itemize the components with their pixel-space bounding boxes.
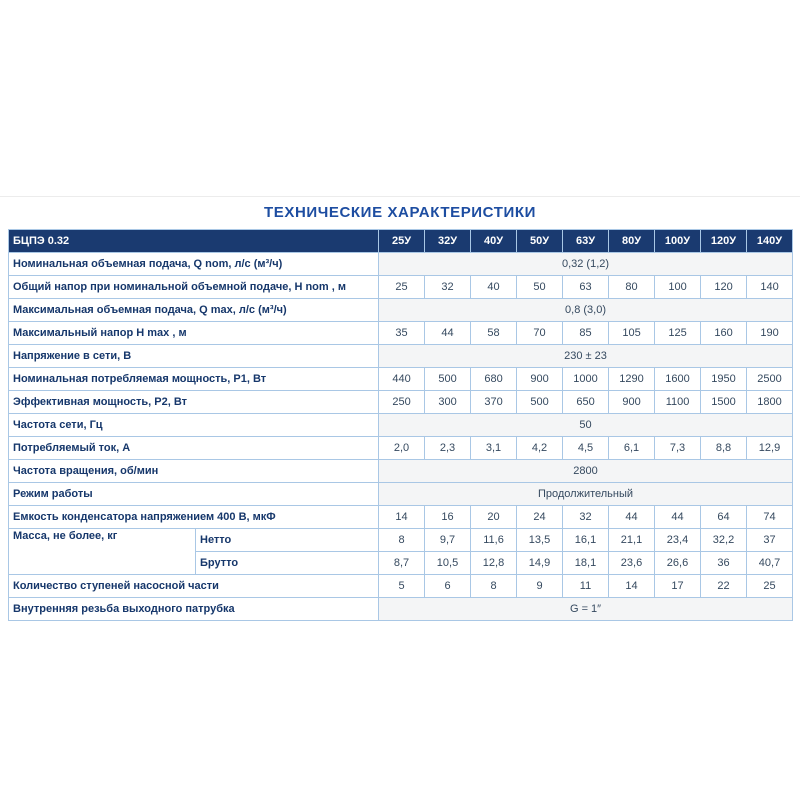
column-header: 140У [747, 230, 793, 253]
value-cell: 500 [517, 391, 563, 414]
value-cell: 32 [425, 276, 471, 299]
value-cell: 16,1 [563, 529, 609, 552]
value-cell: 250 [379, 391, 425, 414]
value-cell: 900 [609, 391, 655, 414]
value-cell: 440 [379, 368, 425, 391]
value-cell: 1100 [655, 391, 701, 414]
page-title: ТЕХНИЧЕСКИЕ ХАРАКТЕРИСТИКИ [263, 204, 537, 221]
table-row [9, 276, 793, 299]
table-row [9, 598, 793, 621]
value-cell: 22 [701, 575, 747, 598]
value-cell: 2,3 [425, 437, 471, 460]
value-cell: 190 [747, 322, 793, 345]
column-header: 120У [701, 230, 747, 253]
row-label: Внутренняя резьба выходного патрубка [9, 598, 379, 621]
row-label: Масса, не более, кг [9, 529, 196, 575]
value-cell: 7,3 [655, 437, 701, 460]
value-cell: 2,0 [379, 437, 425, 460]
table-row [9, 345, 793, 368]
value-cell: 8,8 [701, 437, 747, 460]
value-cell: 8 [471, 575, 517, 598]
value-cell: 650 [563, 391, 609, 414]
value-cell: 44 [655, 506, 701, 529]
value-cell: 6,1 [609, 437, 655, 460]
column-header: 32У [425, 230, 471, 253]
row-sublabel: Нетто [196, 529, 379, 552]
row-sublabel: Брутто [196, 552, 379, 575]
value-cell: 16 [425, 506, 471, 529]
table-row [9, 391, 793, 414]
value-cell: 680 [471, 368, 517, 391]
value-cell: 17 [655, 575, 701, 598]
value-cell: 3,1 [471, 437, 517, 460]
span-value-cell: 230 ± 23 [379, 345, 793, 368]
table-header-row [9, 230, 793, 253]
table-row [9, 437, 793, 460]
value-cell: 80 [609, 276, 655, 299]
value-cell: 1290 [609, 368, 655, 391]
column-header: 63У [563, 230, 609, 253]
value-cell: 12,9 [747, 437, 793, 460]
span-value-cell: 0,32 (1,2) [379, 253, 793, 276]
value-cell: 25 [379, 276, 425, 299]
span-value-cell: 0,8 (3,0) [379, 299, 793, 322]
value-cell: 2500 [747, 368, 793, 391]
value-cell: 1000 [563, 368, 609, 391]
value-cell: 44 [425, 322, 471, 345]
row-label: Максимальный напор H max , м [9, 322, 379, 345]
model-label: БЦПЭ 0.32 [9, 230, 379, 253]
value-cell: 40 [471, 276, 517, 299]
value-cell: 26,6 [655, 552, 701, 575]
value-cell: 12,8 [471, 552, 517, 575]
value-cell: 125 [655, 322, 701, 345]
value-cell: 8,7 [379, 552, 425, 575]
value-cell: 1950 [701, 368, 747, 391]
value-cell: 85 [563, 322, 609, 345]
row-label: Режим работы [9, 483, 379, 506]
value-cell: 1800 [747, 391, 793, 414]
value-cell: 64 [701, 506, 747, 529]
table-row [9, 529, 793, 552]
span-value-cell: G = 1″ [379, 598, 793, 621]
value-cell: 9,7 [425, 529, 471, 552]
row-label: Потребляемый ток, А [9, 437, 379, 460]
value-cell: 500 [425, 368, 471, 391]
specs-table-body [9, 253, 793, 621]
table-row [9, 575, 793, 598]
row-label: Емкость конденсатора напряжением 400 В, мкФ [9, 506, 379, 529]
table-row [9, 253, 793, 276]
row-label: Эффективная мощность, P2, Вт [9, 391, 379, 414]
specs-section [0, 196, 800, 621]
column-header: 100У [655, 230, 701, 253]
value-cell: 35 [379, 322, 425, 345]
row-label: Частота сети, Гц [9, 414, 379, 437]
value-cell: 50 [517, 276, 563, 299]
value-cell: 4,5 [563, 437, 609, 460]
value-cell: 14 [379, 506, 425, 529]
column-header: 25У [379, 230, 425, 253]
value-cell: 160 [701, 322, 747, 345]
column-header: 50У [517, 230, 563, 253]
value-cell: 70 [517, 322, 563, 345]
value-cell: 11 [563, 575, 609, 598]
value-cell: 10,5 [425, 552, 471, 575]
value-cell: 32,2 [701, 529, 747, 552]
table-row [9, 299, 793, 322]
value-cell: 5 [379, 575, 425, 598]
value-cell: 1500 [701, 391, 747, 414]
span-value-cell: Продолжительный [379, 483, 793, 506]
value-cell: 36 [701, 552, 747, 575]
value-cell: 20 [471, 506, 517, 529]
value-cell: 37 [747, 529, 793, 552]
table-row [9, 506, 793, 529]
specs-table [8, 229, 793, 621]
span-value-cell: 2800 [379, 460, 793, 483]
value-cell: 40,7 [747, 552, 793, 575]
value-cell: 11,6 [471, 529, 517, 552]
table-row [9, 414, 793, 437]
value-cell: 8 [379, 529, 425, 552]
column-header: 40У [471, 230, 517, 253]
value-cell: 63 [563, 276, 609, 299]
row-label: Номинальная объемная подача, Q nom, л/с (м³/ч) [9, 253, 379, 276]
row-label: Частота вращения, об/мин [9, 460, 379, 483]
row-label: Максимальная объемная подача, Q max, л/с (м³/ч) [9, 299, 379, 322]
value-cell: 14,9 [517, 552, 563, 575]
value-cell: 1600 [655, 368, 701, 391]
column-header: 80У [609, 230, 655, 253]
table-row [9, 483, 793, 506]
row-label: Напряжение в сети, В [9, 345, 379, 368]
table-row [9, 322, 793, 345]
value-cell: 120 [701, 276, 747, 299]
value-cell: 24 [517, 506, 563, 529]
value-cell: 44 [609, 506, 655, 529]
table-row [9, 460, 793, 483]
value-cell: 23,6 [609, 552, 655, 575]
value-cell: 370 [471, 391, 517, 414]
row-label: Номинальная потребляемая мощность, P1, Вт [9, 368, 379, 391]
value-cell: 6 [425, 575, 471, 598]
value-cell: 58 [471, 322, 517, 345]
value-cell: 14 [609, 575, 655, 598]
value-cell: 9 [517, 575, 563, 598]
value-cell: 140 [747, 276, 793, 299]
value-cell: 23,4 [655, 529, 701, 552]
value-cell: 18,1 [563, 552, 609, 575]
row-label: Общий напор при номинальной объемной подаче, H nom , м [9, 276, 379, 299]
value-cell: 25 [747, 575, 793, 598]
table-row [9, 368, 793, 391]
span-value-cell: 50 [379, 414, 793, 437]
value-cell: 74 [747, 506, 793, 529]
row-label: Количество ступеней насосной части [9, 575, 379, 598]
value-cell: 4,2 [517, 437, 563, 460]
value-cell: 900 [517, 368, 563, 391]
value-cell: 300 [425, 391, 471, 414]
value-cell: 100 [655, 276, 701, 299]
value-cell: 13,5 [517, 529, 563, 552]
value-cell: 32 [563, 506, 609, 529]
value-cell: 105 [609, 322, 655, 345]
value-cell: 21,1 [609, 529, 655, 552]
